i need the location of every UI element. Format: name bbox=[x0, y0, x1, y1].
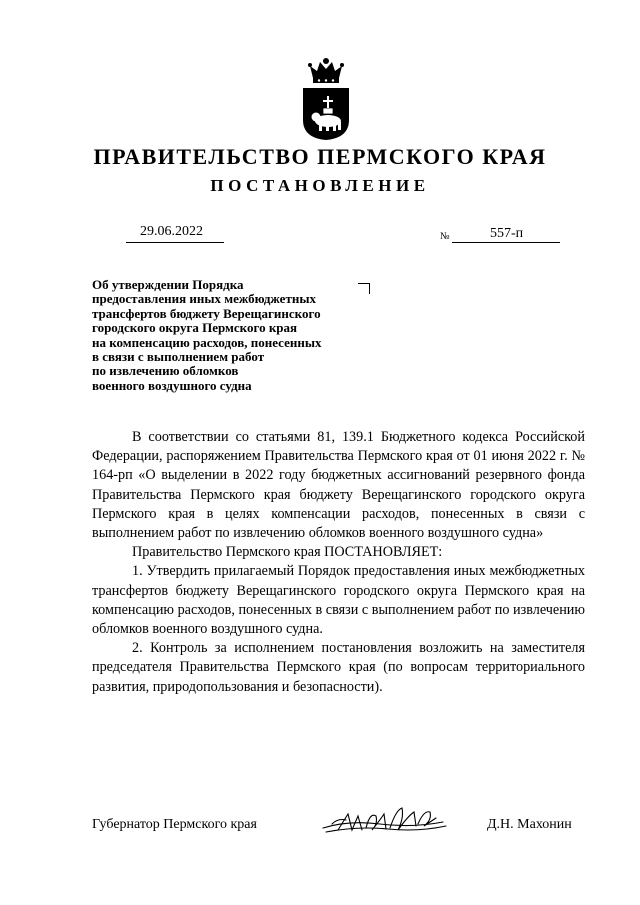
number-underline bbox=[452, 242, 560, 243]
subject-line: городского округа Пермского края bbox=[92, 320, 298, 336]
subject-line: в связи с выполнением работ bbox=[92, 349, 265, 365]
subject-line: Об утверждении Порядка bbox=[92, 277, 244, 292]
preamble-paragraph: В соответствии со статьями 81, 139.1 Бюджетного кодекса Российской Федерации, распоряжением Правительства Пермского края от 01 июня 2022 г. № 164-рп «О выделении в 2022 году бюджетных ассигнований резервного фонда Правительства Пермского края бюджету Верещагинского городского округа Пермского края в целях компенсации расходов, понесенных в связи с выполнением работ по извлечению обломков военного воздушного судна» bbox=[92, 429, 585, 542]
number-label: № bbox=[440, 231, 450, 242]
document-subject bbox=[92, 278, 372, 393]
organization-title: ПРАВИТЕЛЬСТВО ПЕРМСКОГО КРАЯ bbox=[93, 144, 547, 169]
signatory-name: Д.Н. Махонин bbox=[487, 817, 572, 832]
subject-line: трансфертов бюджету Верещагинского bbox=[92, 305, 321, 321]
item-2-paragraph: 2. Контроль за исполнением постановления возложить на заместителя председателя Правительства Пермского края (по вопросам территориального развития, природопользования и безопасности). bbox=[92, 640, 585, 695]
signatory-position: Губернатор Пермского края bbox=[92, 817, 257, 832]
date-underline bbox=[126, 242, 224, 243]
subject-line: на компенсацию расходов, понесенных bbox=[92, 334, 322, 350]
document-number: 557-п bbox=[490, 226, 524, 241]
coat-of-arms-icon bbox=[300, 58, 352, 140]
document-date: 29.06.2022 bbox=[140, 224, 203, 239]
document-type: ПОСТАНОВЛЕНИЕ bbox=[210, 176, 430, 195]
subject-line: по извлечению обломков bbox=[92, 363, 239, 379]
subject-line: военного воздушного судна bbox=[92, 377, 252, 393]
document-body bbox=[92, 428, 585, 697]
resolution-paragraph: Правительство Пермского края ПОСТАНОВЛЯЕТ: bbox=[132, 544, 443, 561]
handwritten-signature-icon bbox=[318, 802, 448, 840]
item-1-paragraph: 1. Утвердить прилагаемый Порядок предоставления иных межбюджетных трансфертов бюджету Верещагинского городского округа Пермского края на компенсацию расходов, понесенных в связи с выполнением работ по извлечению обломков военного воздушного судна. bbox=[92, 563, 585, 638]
subject-line: предоставления иных межбюджетных bbox=[92, 291, 316, 307]
